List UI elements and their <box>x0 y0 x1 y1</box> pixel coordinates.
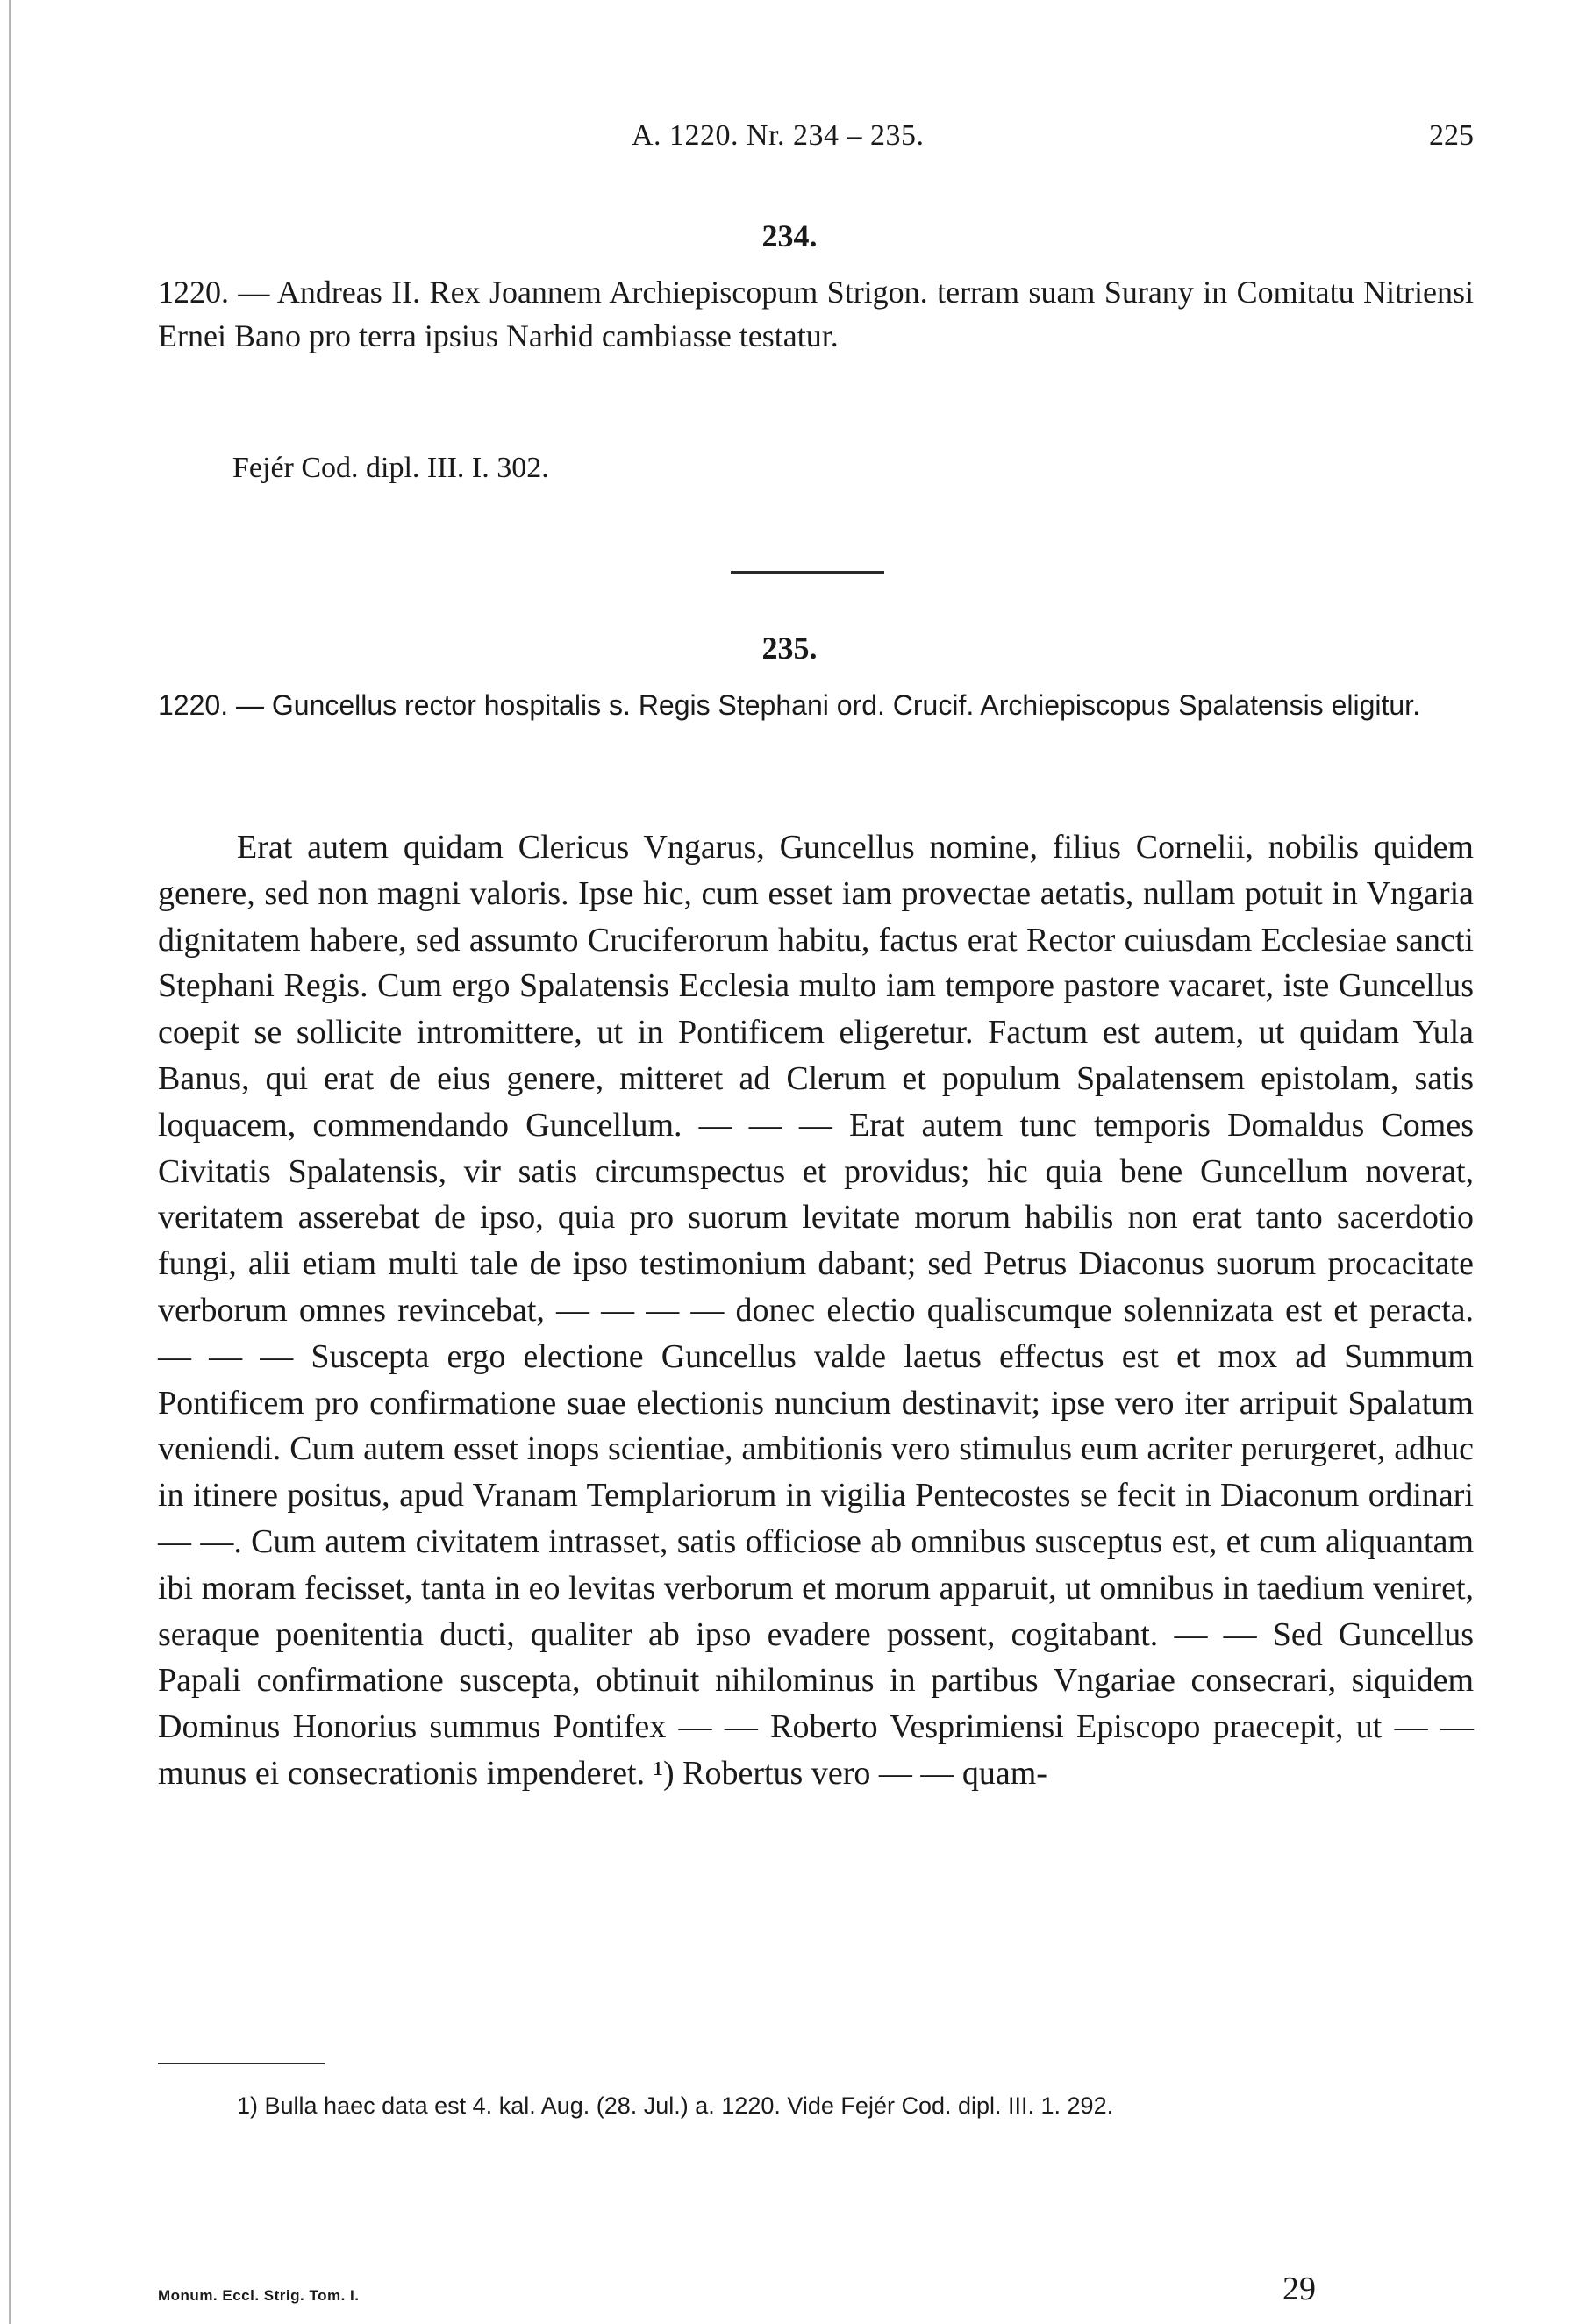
sheet-number: 29 <box>1282 2271 1316 2307</box>
page-edge-line <box>9 0 11 2324</box>
printer-signature: Monum. Eccl. Strig. Tom. I. <box>158 2287 360 2304</box>
page-number: 225 <box>1429 119 1474 152</box>
running-head: A. 1220. Nr. 234 – 235. <box>632 119 925 152</box>
document-number-235: 235. <box>761 631 818 666</box>
section-separator <box>731 571 884 574</box>
footnote: 1) Bulla haec data est 4. kal. Aug. (28. Jul.) a. 1220. Vide Fejér Cod. dipl. III. 1. 292. <box>237 2092 1114 2119</box>
footnote-rule <box>158 2063 325 2064</box>
document-body-235 <box>158 824 1474 1797</box>
regest-234: 1220. — Andreas II. Rex Joannem Archiepiscopum Strigon. terram suam Surany in Comitatu Nitriensi Ernei Bano pro terra ipsius Narhid cambiasse testatur. <box>158 274 1474 353</box>
body-paragraph: Erat autem quidam Clericus Vngarus, Guncellus nomine, filius Cornelii, nobilis quidem genere, sed non magni valoris. Ipse hic, cum esset iam provectae aetatis, nullam potuit in Vngaria dignitatem habere, sed assumto Cruciferorum habitu, factus erat Rector cuiusdam Ecclesiae sancti Stephani Regis. Cum ergo Spalatensis Ecclesia multo iam tempore pastore vacaret, iste Guncellus coepit se sollicite intromittere, ut in Pontificem eligeretur. Factum est autem, ut quidam Yula Banus, qui erat de eius genere, mitteret ad Clerum et populum Spalatensem epistolam, satis loquacem, commendando Guncellum. — — — Erat autem tunc temporis Domaldus Comes Civitatis Spalatensis, vir satis circumspectus et providus; hic quia bene Guncellum noverat, veritatem asserebat de ipso, quia pro suorum levitate morum habilis non erat tanto sacerdotio fungi, alii etiam multi tale de ipso testimonium dabant; sed Petrus Diaconus suorum procacitate verborum omnes revincebat, — — — — donec electio qualiscumque solennizata est et peracta. — — — Suscepta ergo electione Guncellus valde laetus effectus est et mox ad Summum Pontificem pro confirmatione suae electionis nuncium destinavit; ipse vero iter arripuit Spalatum veniendi. Cum autem esset inops scientiae, ambitionis vero stimulus eum acriter perurgeret, adhuc in itinere positus, apud Vranam Templariorum in vigilia Pentecostes se fecit in Diaconum ordinari — —. Cum autem civitatem intrasset, satis officiose ab omnibus susceptus est, et cum aliquantam ibi moram fecisset, tanta in eo levitas verborum et morum apparuit, ut omnibus in taedium veniret, seraque poenitentia ducti, qualiter ab ipso evadere possent, cogitabant. — — Sed Guncellus Papali confirmatione suscepta, obtinuit nihilominus in partibus Vngariae consecrari, siquidem Dominus Honorius summus Pontifex — — Roberto Vesprimiensi Episcopo praecepit, ut — — munus ei consecrationis impenderet. ¹) Robertus vero — — quam- <box>158 829 1474 1792</box>
document-number-234: 234. <box>761 218 818 253</box>
regest-235: 1220. — Guncellus rector hospitalis s. Regis Stephani ord. Crucif. Archiepiscopus Spalatensis eligitur. <box>158 689 1420 721</box>
source-reference-234: Fejér Cod. dipl. III. I. 302. <box>232 452 549 484</box>
